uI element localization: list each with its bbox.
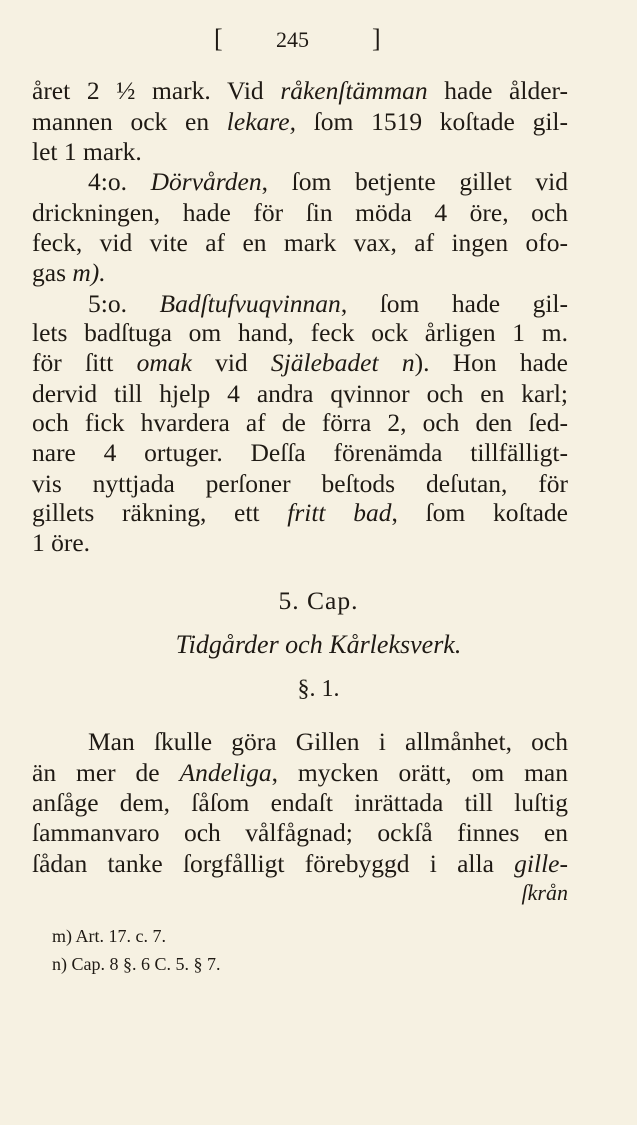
footnote-n: n) Cap. 8 §. 6 C. 5. § 7.: [52, 954, 221, 974]
text-line: vis nyttjada perſoner beſtods deſutan, för: [32, 469, 568, 498]
text-line: dervid till hjelp 4 andra qvinnor och en karl;: [32, 379, 568, 408]
text-line: ſammanvaro och vålfågnad; ockſå finnes en: [32, 818, 568, 847]
text-line: 1 öre.: [32, 528, 91, 557]
text-line: gas m).: [32, 258, 106, 287]
text-line: än mer de Andeliga, mycken orätt, om man: [32, 758, 568, 787]
text-line: ſådan tanke ſorgfålligt förebyggd i alla gille-: [32, 849, 568, 878]
header-bracket-right: ]: [372, 24, 381, 53]
chapter-heading: 5. Cap.: [278, 586, 359, 615]
text-line: let 1 mark.: [32, 137, 142, 166]
text-line: för ſitt omak vid Själebadet n). Hon hade: [32, 348, 569, 377]
running-header: [0, 24, 637, 60]
text-line: gillets räkning, ett fritt bad, ſom koſtade: [32, 498, 568, 527]
text-line: året 2 ½ mark. Vid råkenſtämman hade ålder-: [32, 76, 568, 105]
text-line: och fick hvardera af de förra 2, och den ſed-: [32, 408, 568, 437]
text-line: lets badſtuga om hand, feck ock årligen 1 m.: [32, 318, 568, 347]
text-line: 5:o. Badſtufvuqvinnan, ſom hade gil-: [88, 289, 568, 318]
text-line: 4:o. Dörvården, ſom betjente gillet vid: [88, 167, 569, 196]
page-number: 245: [276, 27, 309, 52]
text-line: drickningen, hade för ſin möda 4 öre, och: [32, 198, 568, 227]
text-line: anſåge dem, ſåſom endaſt inrättada till luſtig: [32, 788, 568, 817]
text-line: feck, vid vite af en mark vax, af ingen ofo-: [32, 228, 568, 257]
text-line: nare 4 ortuger. Deſſa förenämda tillfälligt-: [32, 438, 568, 467]
text-line: Man ſkulle göra Gillen i allmånhet, och: [88, 727, 568, 756]
text-line: mannen ock en lekare, ſom 1519 koſtade gil-: [32, 107, 569, 136]
section-mark: §. 1.: [297, 676, 340, 702]
footnote-m: m) Art. 17. c. 7.: [52, 926, 166, 946]
catchword: ſkrån: [521, 880, 568, 905]
chapter-subtitle: Tidgårder och Kårleksverk.: [175, 630, 462, 659]
header-bracket-left: [: [214, 24, 223, 53]
